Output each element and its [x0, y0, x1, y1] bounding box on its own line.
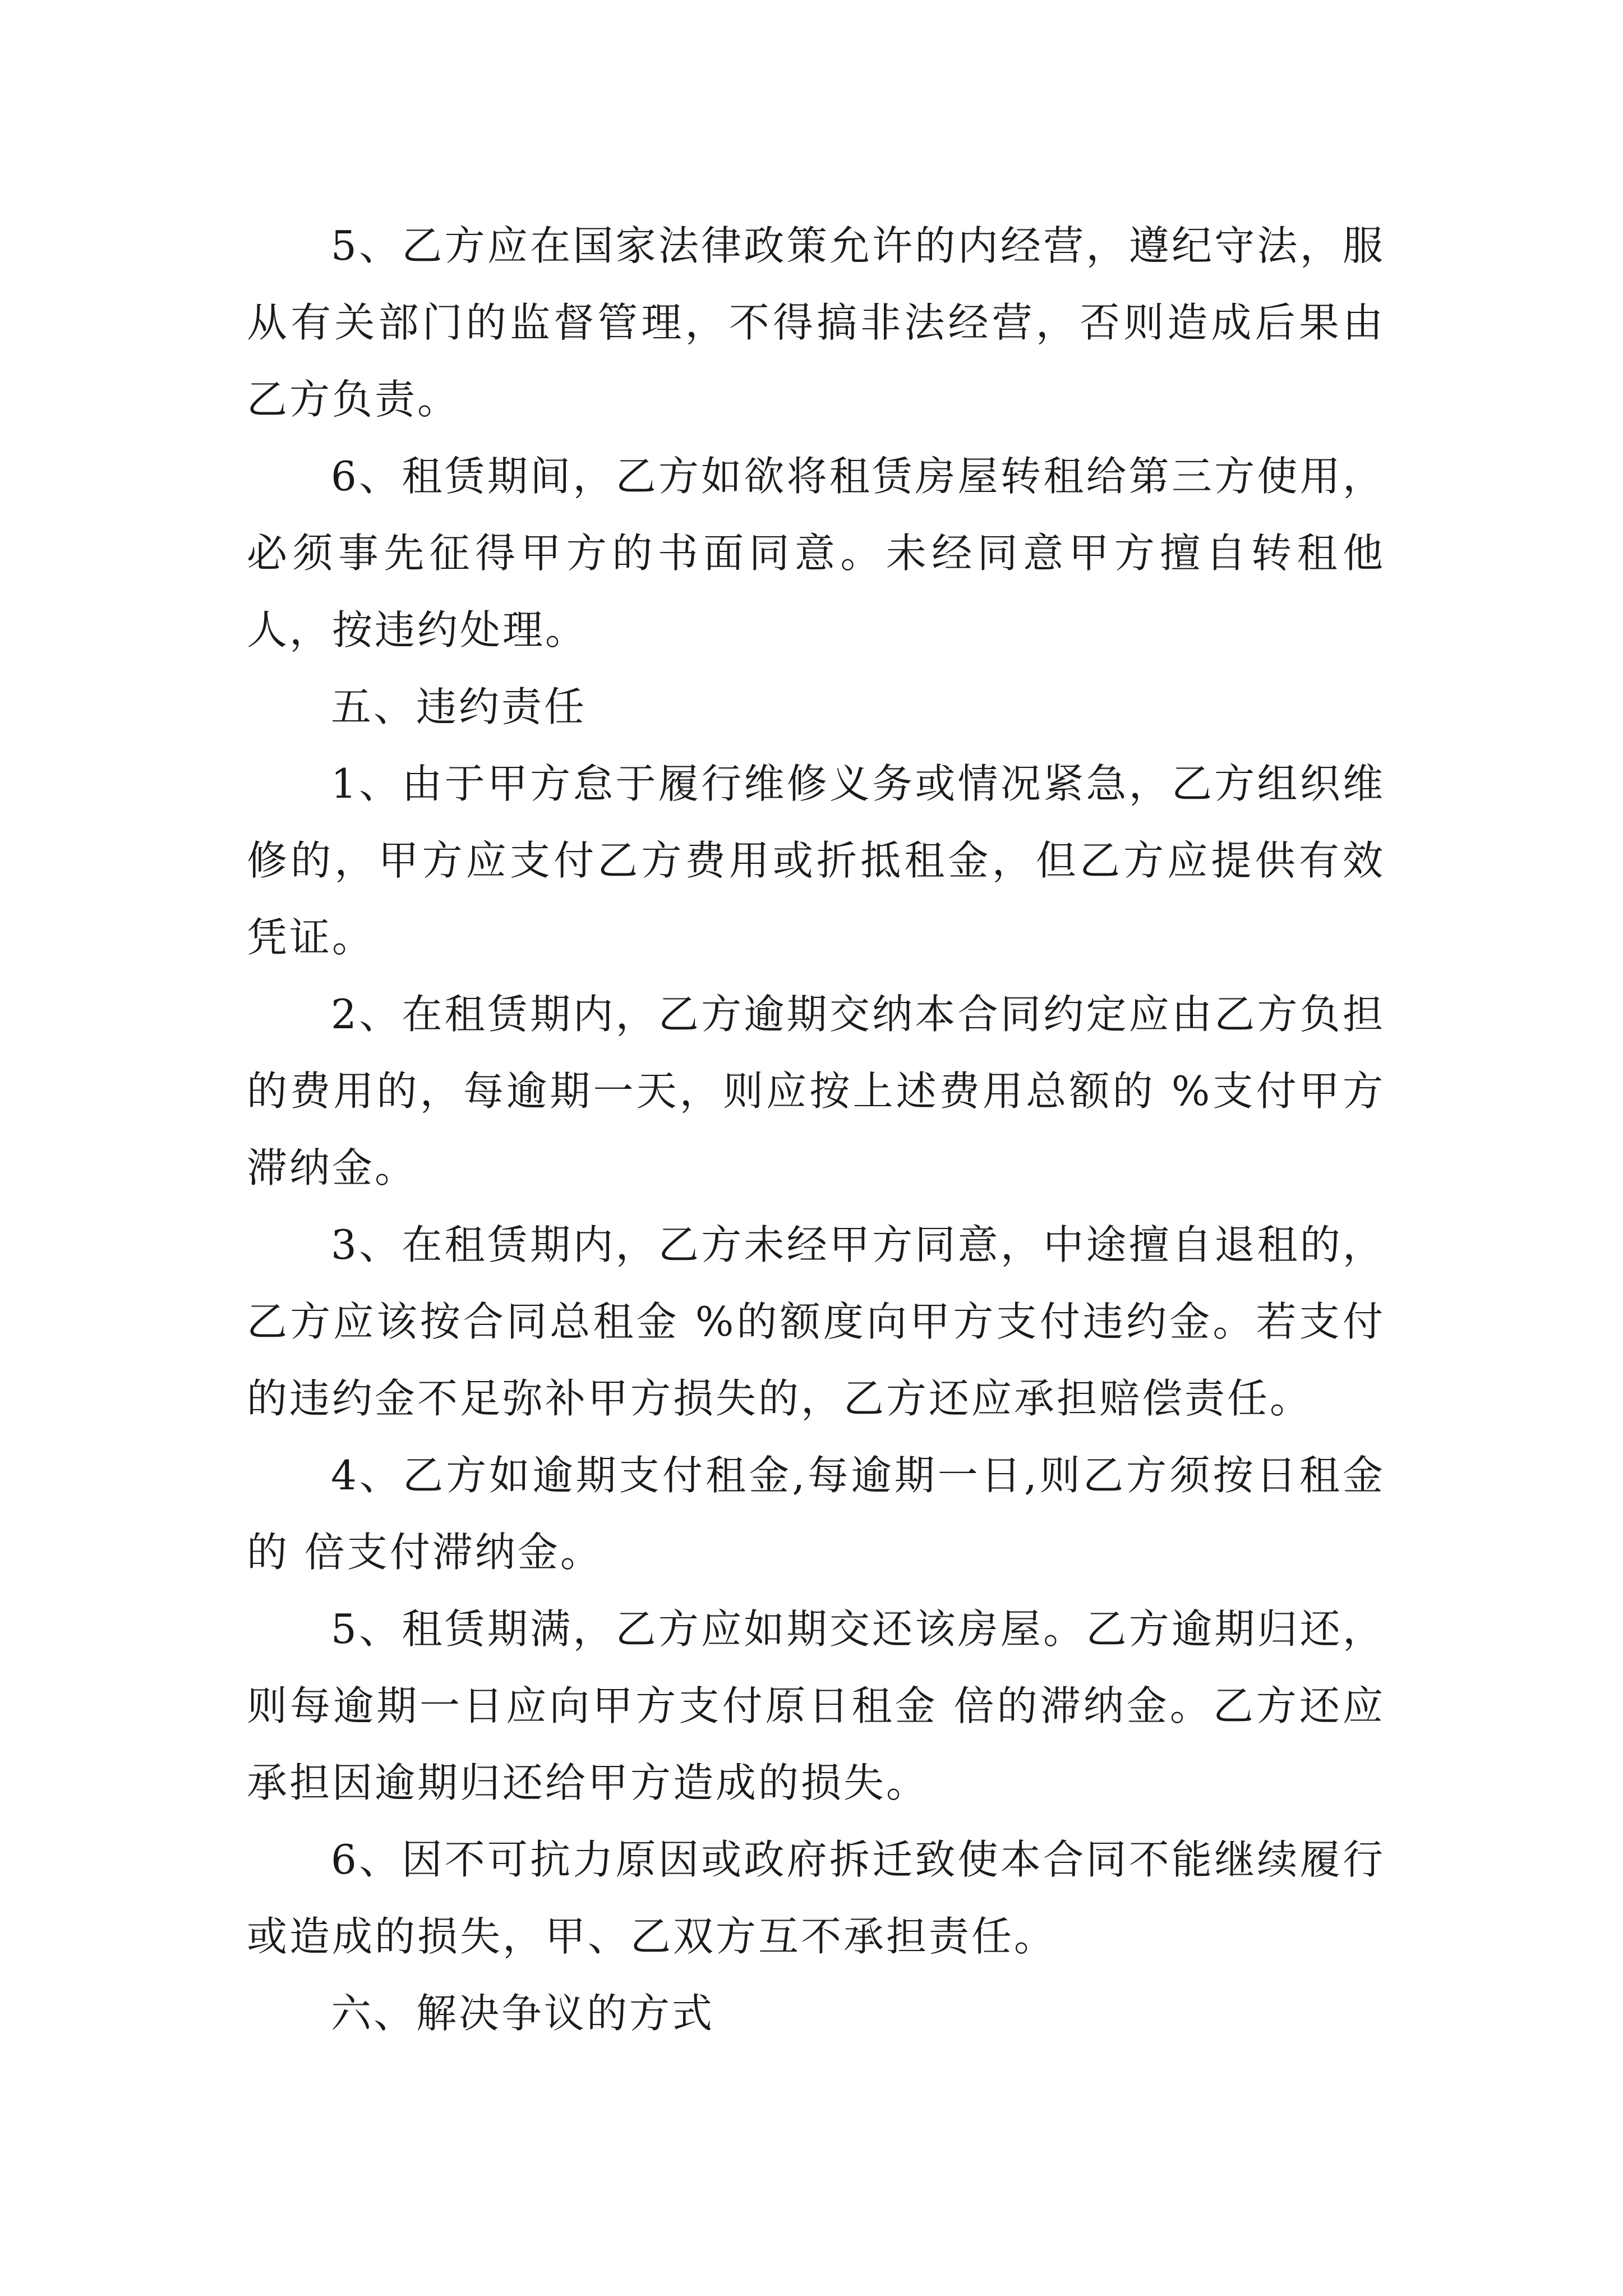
- paragraph-clause-5-lawful-operation: 5、乙方应在国家法律政策允许的内经营，遵纪守法，服从有关部门的监督管理，不得搞非法经营，否则造成后果由乙方负责。: [247, 222, 1385, 423]
- section-heading-liability: 五、违约责任: [331, 683, 587, 730]
- paragraph-clause-6-sublease: 6、租赁期间，乙方如欲将租赁房屋转租给第三方使用，必须事先征得甲方的书面同意。未经同意甲方擅自转租他人，按违约处理。: [247, 453, 1385, 654]
- paragraph-liability-3: 3、在租赁期内，乙方未经甲方同意，中途擅自退租的，乙方应该按合同总租金 %的额度向甲方支付违约金。若支付的违约金不足弥补甲方损失的，乙方还应承担赔偿责任。: [247, 1221, 1385, 1422]
- document-body: [247, 208, 1385, 2052]
- paragraph-liability-1: 1、由于甲方怠于履行维修义务或情况紧急，乙方组织维修的，甲方应支付乙方费用或折抵租金，但乙方应提供有效凭证。: [247, 760, 1385, 961]
- paragraph-liability-5: 5、租赁期满，乙方应如期交还该房屋。乙方逾期归还，则每逾期一日应向甲方支付原日租金 倍的滞纳金。乙方还应承担因逾期归还给甲方造成的损失。: [247, 1605, 1385, 1806]
- paragraph-liability-4: 4、乙方如逾期支付租金,每逾期一日,则乙方须按日租金的 倍支付滞纳金。: [247, 1452, 1385, 1576]
- paragraph-liability-6: 6、因不可抗力原因或政府拆迁致使本合同不能继续履行或造成的损失，甲、乙双方互不承担责任。: [247, 1836, 1385, 1960]
- paragraph-liability-2: 2、在租赁期内，乙方逾期交纳本合同约定应由乙方负担的费用的，每逾期一天，则应按上述费用总额的 %支付甲方滞纳金。: [247, 991, 1385, 1191]
- section-heading-dispute-resolution: 六、解决争议的方式: [331, 1990, 715, 2037]
